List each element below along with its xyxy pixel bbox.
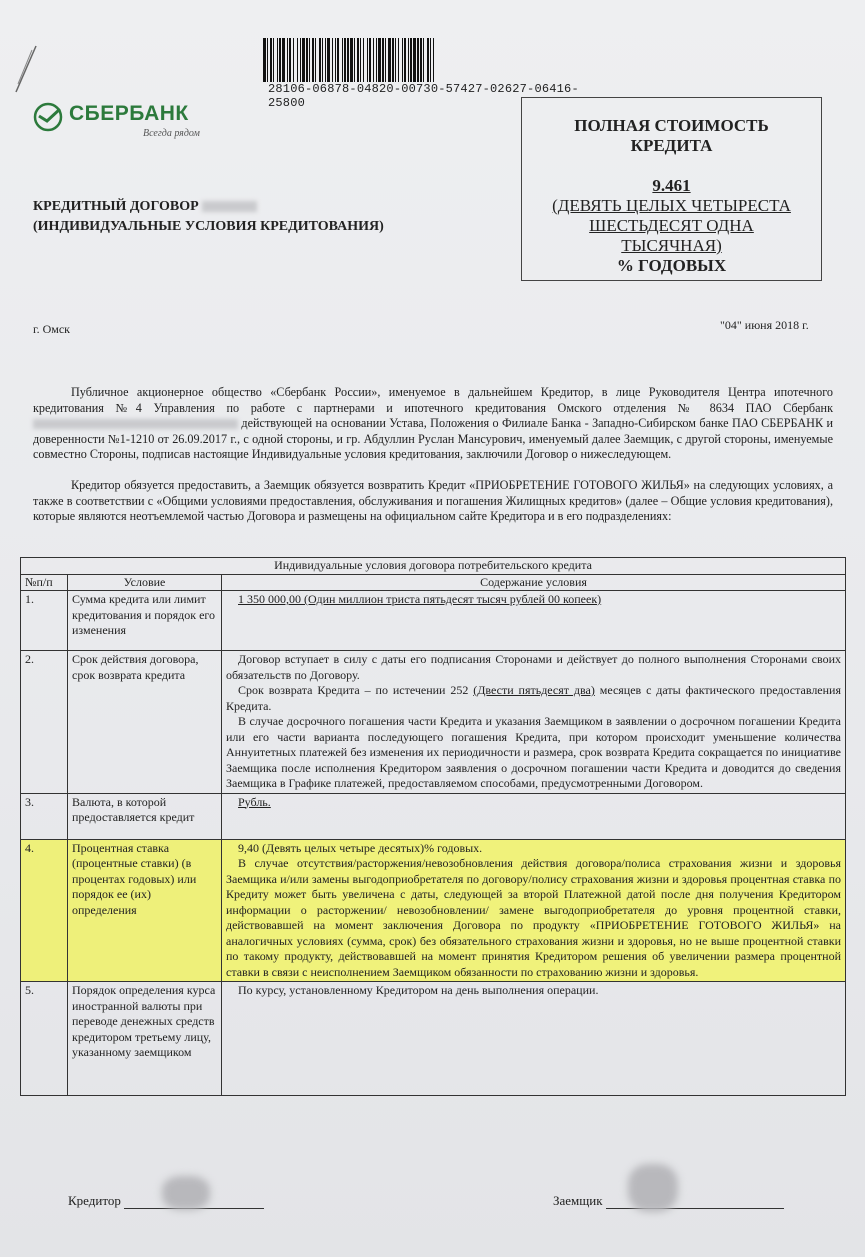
- cost-value: 9.461: [652, 176, 691, 195]
- document-title: КРЕДИТНЫЙ ДОГОВОР (ИНДИВИДУАЛЬНЫЕ УСЛОВИЯ КРЕДИТОВАНИЯ): [33, 199, 384, 234]
- header-condition: Условие: [68, 574, 222, 591]
- signature-blur: [628, 1164, 678, 1212]
- table-row: 1. Сумма кредита или лимит кредитования и порядок его изменения 1 350 000,00 (Один миллион триста пятьдесят тысяч рублей 00 копеек): [21, 591, 846, 651]
- creditor-signature: Кредитор: [68, 1193, 264, 1209]
- full-credit-cost-box: [521, 97, 822, 281]
- creditor-signature-line: [124, 1194, 264, 1209]
- borrower-signature: Заемщик: [553, 1193, 784, 1209]
- intro-paragraph-2: Кредитор обязуется предоставить, а Заемщик обязуется возвратить Кредит «ПРИОБРЕТЕНИЕ ГОТОВОГО ЖИЛЬЯ» на следующих условиях, а также в соответствии с «Общими условиями предоставления, обслуживания и погашения Жилищных кредитов» (далее – Общие условия кредитования), которые являются неотъемлемой частью Договора и размещены на официальном сайте Кредитора и в его подразделениях:: [33, 478, 833, 523]
- header-content: Содержание условия: [222, 574, 846, 591]
- barcode-number: 28106-06878-04820-00730-57427-02627-06416-25800: [268, 82, 579, 110]
- barcode-bar: [434, 38, 436, 82]
- table-header-row: [21, 574, 846, 591]
- table-caption-row: [21, 558, 846, 575]
- sberbank-logo: [33, 100, 203, 142]
- barcode: [263, 38, 598, 82]
- table-row: 2. Срок действия договора, срок возврата кредита Договор вступает в силу с даты его подписания Сторонами и действует до полного выполнения Сторонами своих обязательств по Договору. Срок возврата Кредита – по истечении 252 (Двести пятьдесят два) месяцев с даты фактического предоставления Кредита. В случае досрочного погашения части Кредита и указания Заемщиком в заявлении о досрочном погашении Кредита или его части варианта последующего погашения Кредита, при котором происходит уменьшение количества Аннуитетных платежей без изменения их периодичности и размера, срок возврата Кредита сокращается по инициативе Заемщика после исполнения Кредитором заявления о досрочном погашении части Кредита и доводится до сведения Заемщика в Графике платежей, предоставляемом способами, предусмотренными Договором.: [21, 651, 846, 794]
- table-caption: Индивидуальные условия договора потребительского кредита: [21, 558, 846, 575]
- signature-blur: [162, 1176, 210, 1210]
- cost-unit: % ГОДОВЫХ: [616, 256, 727, 275]
- contract-date: "04" июня 2018 г.: [720, 318, 809, 332]
- conditions-table: [20, 557, 846, 1096]
- logo-slogan: Всегда рядом: [143, 128, 200, 139]
- pen-mark-icon: [12, 40, 40, 100]
- sberbank-logo-icon: [33, 102, 63, 132]
- intro-paragraph-1: Публичное акционерное общество «Сбербанк России», именуемое в дальнейшем Кредитор, в лице Руководителя Центра ипотечного кредитования №4 Управления по работе с партнерами и ипотечного кредитования Омского отделения № 8634 ПАО Сбербанк действующей на основании Устава, Положения о Филиале Банка - Западно-Сибирском банке ПАО СБЕРБАНК и доверенности №1-1210 от 26.09.2017 г., с одной стороны, и гр. Абдуллин Руслан Мансурович, именуемый далее Заемщик, с другой стороны, именуемые совместно Стороны, подписав настоящие Индивидуальные условия кредитования, заключили Договор о нижеследующем.: [33, 385, 833, 461]
- table-row: 3. Валюта, в которой предоставляется кредит Рубль.: [21, 793, 846, 839]
- borrower-signature-line: [606, 1194, 784, 1209]
- redacted-name: [33, 419, 238, 429]
- header-num: №п/п: [21, 574, 68, 591]
- table-row-highlighted: 4. Процентная ставка (процентные ставки) (в процентах годовых) или порядок ее (их) определения 9,40 (Девять целых четыре десятых)% годовых. В случае отсутствия/расторжения/невозобновления действия договора/полиса страхования жизни и здоровья Заемщика и/или замены выгодоприобретателя по договору/полису страхования жизни и здоровья процентная ставка по Кредиту может быть увеличена с даты, следующей за второй Платежной датой после дня получения Кредитором информации о расторжении/ невозобновлении/ замене выгодоприобретателя до уровня процентной ставки, действовавшей на момент заключения Договора по продукту «ПРИОБРЕТЕНИЕ ГОТОВОГО ЖИЛЬЯ» на аналогичных условиях (сумма, срок) без обязательного страхования жизни и здоровья, но не выше процентной ставки по такому продукту, действовавшей на момент принятия Кредитором решения об увеличении размера процентной ставки в связи с неисполнением Заемщиком обязанности по страхованию жизни и здоровья.: [21, 839, 846, 982]
- redacted-number: [202, 201, 257, 212]
- cost-title: ПОЛНАЯ СТОИМОСТЬ КРЕДИТА: [574, 116, 769, 155]
- logo-name: СБЕРБАНК: [69, 102, 189, 125]
- city: г. Омск: [33, 322, 70, 336]
- table-row: 5. Порядок определения курса иностранной валюты при переводе денежных средств кредитором третьему лицу, указанному заемщиком По курсу, установленному Кредитором на день выполнения операции.: [21, 982, 846, 1096]
- cost-value-words: (ДЕВЯТЬ ЦЕЛЫХ ЧЕТЫРЕСТА ШЕСТЬДЕСЯТ ОДНА ТЫСЯЧНАЯ): [552, 196, 791, 255]
